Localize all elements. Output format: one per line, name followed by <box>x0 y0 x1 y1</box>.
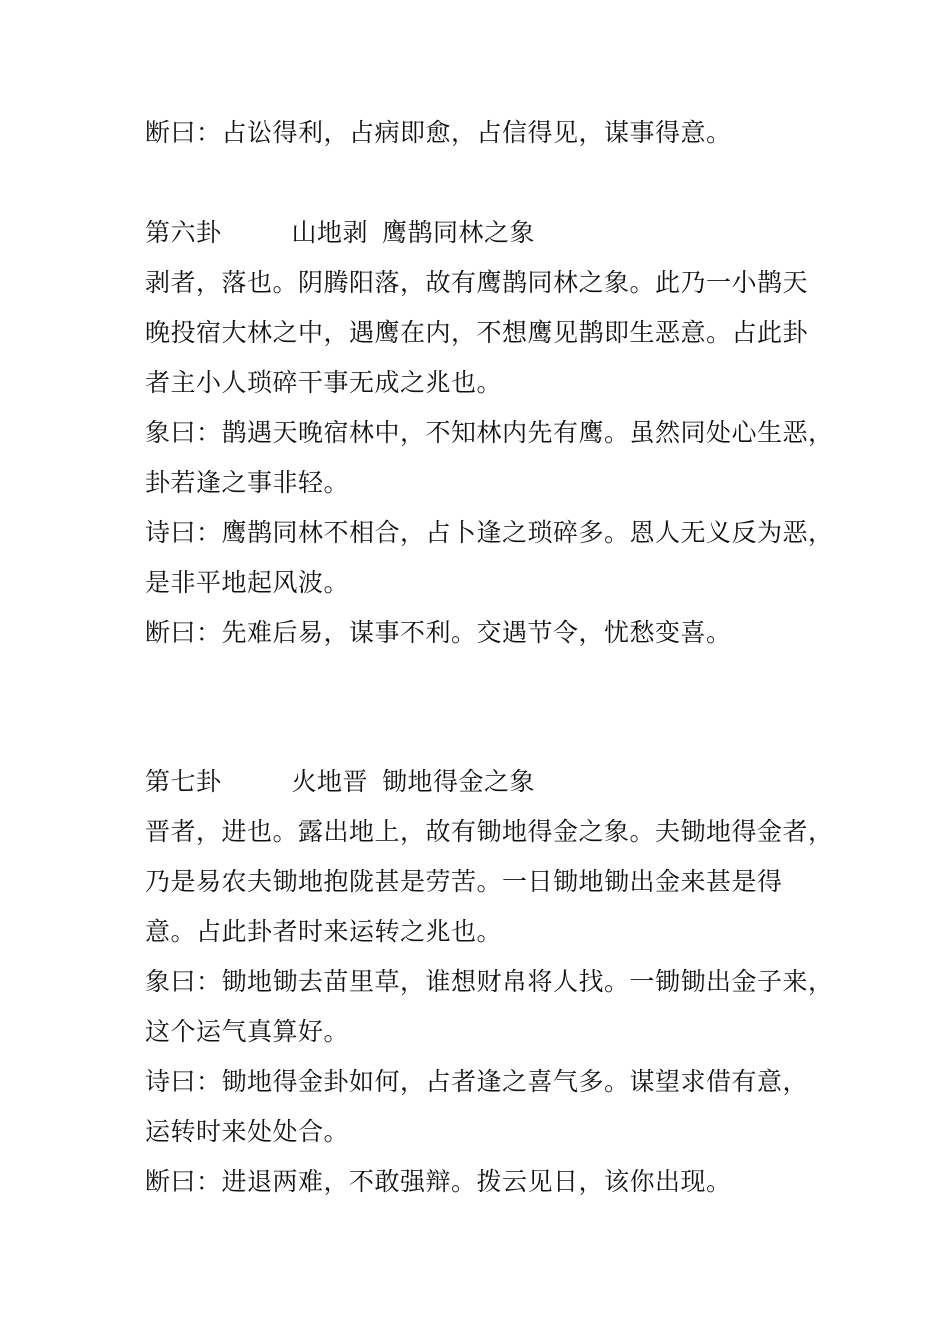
gua-name: 火地晋 <box>291 767 369 796</box>
shi-line: 诗曰：锄地得金卦如何，占者逢之喜气多。谋望求借有意， <box>145 1067 809 1096</box>
intro-line: 意。占此卦者时来运转之兆也。 <box>145 917 503 946</box>
intro-line: 乃是易农夫锄地抱陇甚是劳苦。一日锄地锄出金来甚是得 <box>145 867 783 896</box>
intro-line: 晚投宿大林之中，遇鹰在内，不想鹰见鹊即生恶意。占此卦 <box>145 318 809 347</box>
duan-line: 断曰：先难后易，谋事不利。交遇节令，忧愁变喜。 <box>145 618 732 647</box>
section-heading-6 <box>145 218 825 248</box>
section-label: 第六卦 <box>145 218 222 247</box>
shi-line: 是非平地起风波。 <box>145 568 350 597</box>
duan-line: 断曰：进退两难，不敢强辩。拨云见日，该你出现。 <box>145 1167 732 1196</box>
xiang-line: 象曰：鹊遇天晚宿林中，不知林内先有鹰。虽然同处心生恶， <box>145 418 834 447</box>
shi-line: 诗曰：鹰鹊同林不相合，占卜逢之琐碎多。恩人无义反为恶， <box>145 518 834 547</box>
section-heading-7 <box>145 767 825 797</box>
intro-line: 剥者，落也。阴腾阳落，故有鹰鹊同林之象。此乃一小鹊天 <box>145 268 809 297</box>
section-label: 第七卦 <box>145 767 222 796</box>
xiang-line: 这个运气真算好。 <box>145 1017 350 1046</box>
image-title: 锄地得金之象 <box>382 767 536 796</box>
gua-name: 山地剥 <box>291 218 369 247</box>
intro-line: 晋者，进也。露出地上，故有锄地得金之象。夫锄地得金者， <box>145 817 834 846</box>
image-title: 鹰鹊同林之象 <box>382 218 536 247</box>
intro-line: 者主小人琐碎干事无成之兆也。 <box>145 368 503 397</box>
xiang-line: 卦若逢之事非轻。 <box>145 468 350 497</box>
xiang-line: 象曰：锄地锄去苗里草，谁想财帛将人找。一锄锄出金子来， <box>145 967 834 996</box>
shi-line: 运转时来处处合。 <box>145 1117 350 1146</box>
top-judgement: 断曰：占讼得利，占病即愈，占信得见，谋事得意。 <box>145 118 732 147</box>
